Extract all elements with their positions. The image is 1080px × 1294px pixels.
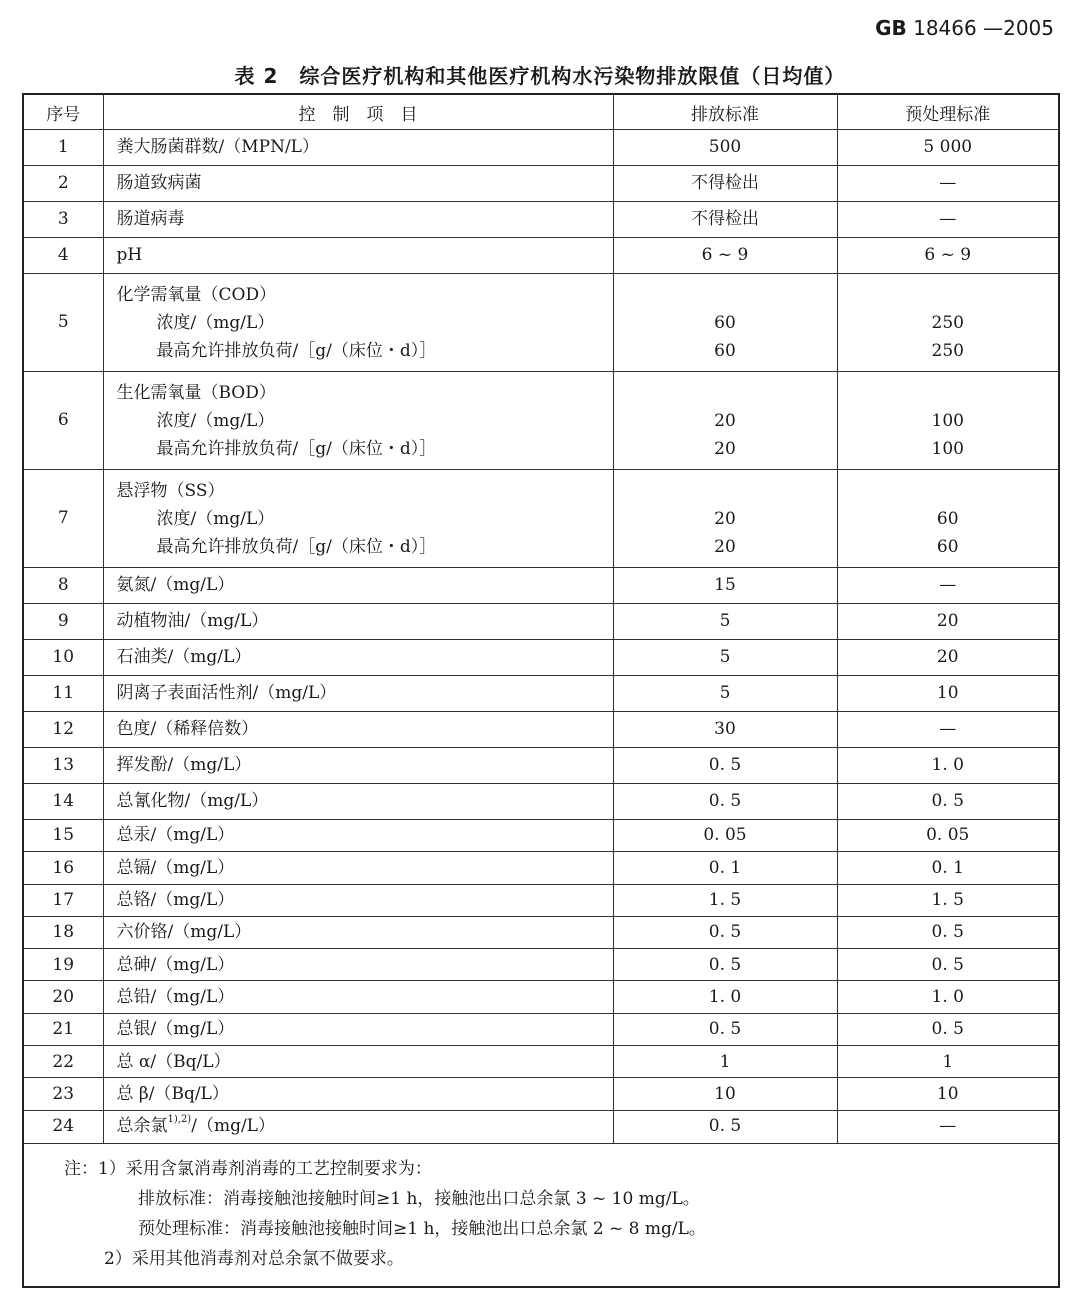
row-item: 六价铬/（mg/L） <box>103 916 613 948</box>
row-number: 22 <box>23 1046 103 1078</box>
emission-concentration: 60 <box>714 312 736 333</box>
row-item: 总 β/（Bq/L） <box>103 1078 613 1110</box>
row-item-max-load: 最高允许排放负荷/［g/（床位・d）］ <box>156 536 437 557</box>
row-number: 23 <box>23 1078 103 1110</box>
row-number: 14 <box>23 784 103 820</box>
row-pretreat-value: — <box>837 568 1059 604</box>
row-emission-value: 0. 5 <box>613 949 837 981</box>
row-item-concentration: 浓度/（mg/L） <box>156 508 275 529</box>
row-emission-value: 不得检出 <box>613 202 837 238</box>
notes-row <box>23 1143 1059 1287</box>
row-pretreat-value <box>837 470 1059 568</box>
row-emission-value: 0. 5 <box>613 748 837 784</box>
row-emission-value: 6 ~ 9 <box>613 238 837 274</box>
row-emission-value: 5 <box>613 676 837 712</box>
row-number: 2 <box>23 166 103 202</box>
row-item: 石油类/（mg/L） <box>103 640 613 676</box>
pretreat-max-load: 250 <box>931 340 964 361</box>
row-pretreat-value: 1. 0 <box>837 981 1059 1013</box>
row-item: 总银/（mg/L） <box>103 1013 613 1045</box>
row-emission-value: 0. 1 <box>613 852 837 884</box>
row-pretreat-value: 0. 5 <box>837 949 1059 981</box>
table-row <box>23 981 1059 1013</box>
emission-concentration: 20 <box>714 410 736 431</box>
row-number: 24 <box>23 1110 103 1143</box>
row-item: 总 α/（Bq/L） <box>103 1046 613 1078</box>
table-row <box>23 748 1059 784</box>
row-emission-value <box>613 372 837 470</box>
table-row <box>23 640 1059 676</box>
row-number: 6 <box>23 372 103 470</box>
row-number: 9 <box>23 604 103 640</box>
row-item: 动植物油/（mg/L） <box>103 604 613 640</box>
table-row <box>23 676 1059 712</box>
table-row <box>23 1110 1059 1143</box>
row-number: 13 <box>23 748 103 784</box>
col-header-no: 序号 <box>23 94 103 130</box>
row-item: 总氰化物/（mg/L） <box>103 784 613 820</box>
row-pretreat-value: 0. 05 <box>837 820 1059 852</box>
table-title: 表 2 综合医疗机构和其他医疗机构水污染物排放限值（日均值） <box>234 64 846 88</box>
row-number: 11 <box>23 676 103 712</box>
row-pretreat-value: 0. 5 <box>837 1013 1059 1045</box>
row-number: 16 <box>23 852 103 884</box>
row-item-concentration: 浓度/（mg/L） <box>156 410 275 431</box>
row-number: 19 <box>23 949 103 981</box>
col-header-pretreat: 预处理标准 <box>837 94 1059 130</box>
row-item <box>103 1110 613 1143</box>
table-row <box>23 916 1059 948</box>
row-emission-value: 1. 5 <box>613 884 837 916</box>
row-emission-value: 0. 5 <box>613 784 837 820</box>
emission-max-load: 60 <box>714 340 736 361</box>
row-number: 18 <box>23 916 103 948</box>
emission-concentration: 20 <box>714 508 736 529</box>
row-pretreat-value: 20 <box>837 640 1059 676</box>
row-pretreat-value: 1. 5 <box>837 884 1059 916</box>
row-pretreat-value: 1 <box>837 1046 1059 1078</box>
table-notes <box>23 1143 1059 1287</box>
table-row <box>23 238 1059 274</box>
row-emission-value: 15 <box>613 568 837 604</box>
pretreat-concentration: 60 <box>936 508 959 529</box>
emission-max-load: 20 <box>714 536 736 557</box>
row-emission-value: 1. 0 <box>613 981 837 1013</box>
row-pretreat-value: — <box>837 166 1059 202</box>
footnote-ref: 1),2) <box>167 1114 192 1126</box>
row-pretreat-value: 10 <box>837 1078 1059 1110</box>
table-row <box>23 949 1059 981</box>
row-item-title: 生化需氧量（BOD） <box>116 382 276 403</box>
row-item: 肠道病毒 <box>103 202 613 238</box>
row-item: 阴离子表面活性剂/（mg/L） <box>103 676 613 712</box>
row-item-unit: /（mg/L） <box>191 1116 275 1137</box>
row-number: 12 <box>23 712 103 748</box>
row-number: 21 <box>23 1013 103 1045</box>
row-emission-value <box>613 470 837 568</box>
table-row <box>23 1013 1059 1045</box>
row-item: 挥发酚/（mg/L） <box>103 748 613 784</box>
pretreat-max-load: 60 <box>936 536 959 557</box>
row-pretreat-value: 6 ~ 9 <box>837 238 1059 274</box>
table-row <box>23 820 1059 852</box>
row-emission-value: 5 <box>613 640 837 676</box>
note-line-4: 2）采用其他消毒剂对总余氯不做要求。 <box>104 1248 404 1269</box>
row-emission-value: 1 <box>613 1046 837 1078</box>
row-number: 1 <box>23 130 103 166</box>
pretreat-concentration: 100 <box>931 410 964 431</box>
row-item-title: 悬浮物（SS） <box>116 480 225 501</box>
row-pretreat-value: — <box>837 712 1059 748</box>
table-row <box>23 274 1059 372</box>
row-number: 15 <box>23 820 103 852</box>
row-number: 8 <box>23 568 103 604</box>
row-pretreat-value: — <box>837 1110 1059 1143</box>
note-line-1: 注：1）采用含氯消毒剂消毒的工艺控制要求为： <box>64 1158 432 1179</box>
row-emission-value: 5 <box>613 604 837 640</box>
table-row <box>23 784 1059 820</box>
table-row <box>23 166 1059 202</box>
row-pretreat-value: 20 <box>837 604 1059 640</box>
row-pretreat-value: — <box>837 202 1059 238</box>
row-pretreat-value: 10 <box>837 676 1059 712</box>
note-line-3: 预处理标准：消毒接触池接触时间≥1 h，接触池出口总余氯 2 ~ 8 mg/L。 <box>138 1218 706 1239</box>
row-number: 20 <box>23 981 103 1013</box>
row-item: pH <box>103 238 613 274</box>
row-number: 7 <box>23 470 103 568</box>
standard-code: GB <box>875 16 907 40</box>
row-number: 5 <box>23 274 103 372</box>
row-emission-value: 500 <box>613 130 837 166</box>
table-row <box>23 130 1059 166</box>
row-pretreat-value: 1. 0 <box>837 748 1059 784</box>
table-row <box>23 202 1059 238</box>
row-item <box>103 274 613 372</box>
row-pretreat-value <box>837 274 1059 372</box>
table-row <box>23 568 1059 604</box>
row-item-max-load: 最高允许排放负荷/［g/（床位・d）］ <box>156 438 437 459</box>
row-pretreat-value: 0. 5 <box>837 784 1059 820</box>
row-emission-value: 0. 05 <box>613 820 837 852</box>
row-item-title: 化学需氧量（COD） <box>116 284 277 305</box>
table-row <box>23 884 1059 916</box>
row-pretreat-value: 5 000 <box>837 130 1059 166</box>
row-pretreat-value: 0. 1 <box>837 852 1059 884</box>
table-header-row <box>23 94 1059 130</box>
pretreat-concentration: 250 <box>931 312 964 333</box>
table-row <box>23 604 1059 640</box>
row-emission-value: 0. 5 <box>613 916 837 948</box>
col-header-emission: 排放标准 <box>613 94 837 130</box>
table-row <box>23 1046 1059 1078</box>
row-item: 总镉/（mg/L） <box>103 852 613 884</box>
row-number: 17 <box>23 884 103 916</box>
row-item <box>103 470 613 568</box>
row-item <box>103 372 613 470</box>
row-item: 肠道致病菌 <box>103 166 613 202</box>
table-row <box>23 470 1059 568</box>
row-item-concentration: 浓度/（mg/L） <box>156 312 275 333</box>
row-emission-value: 0. 5 <box>613 1110 837 1143</box>
emission-max-load: 20 <box>714 438 736 459</box>
row-number: 10 <box>23 640 103 676</box>
row-item: 粪大肠菌群数/（MPN/L） <box>103 130 613 166</box>
row-item: 总砷/（mg/L） <box>103 949 613 981</box>
table-row <box>23 372 1059 470</box>
row-item: 总铬/（mg/L） <box>103 884 613 916</box>
table-row <box>23 712 1059 748</box>
limits-table <box>22 93 1060 1288</box>
row-number: 4 <box>23 238 103 274</box>
row-number: 3 <box>23 202 103 238</box>
table-row <box>23 852 1059 884</box>
row-item: 总汞/（mg/L） <box>103 820 613 852</box>
row-item: 氨氮/（mg/L） <box>103 568 613 604</box>
row-emission-value: 30 <box>613 712 837 748</box>
row-emission-value: 10 <box>613 1078 837 1110</box>
row-item: 总铅/（mg/L） <box>103 981 613 1013</box>
row-item: 色度/（稀释倍数） <box>103 712 613 748</box>
pretreat-max-load: 100 <box>931 438 964 459</box>
row-emission-value: 0. 5 <box>613 1013 837 1045</box>
standard-number <box>875 16 1054 40</box>
row-pretreat-value: 0. 5 <box>837 916 1059 948</box>
col-header-item: 控 制 项 目 <box>103 94 613 130</box>
row-item-max-load: 最高允许排放负荷/［g/（床位・d）］ <box>156 340 437 361</box>
row-emission-value: 不得检出 <box>613 166 837 202</box>
row-item-name: 总余氯 <box>116 1116 168 1137</box>
row-emission-value <box>613 274 837 372</box>
row-pretreat-value <box>837 372 1059 470</box>
table-row <box>23 1078 1059 1110</box>
note-line-2: 排放标准：消毒接触池接触时间≥1 h，接触池出口总余氯 3 ~ 10 mg/L。 <box>138 1188 700 1209</box>
standard-year: 18466 —2005 <box>913 16 1054 40</box>
